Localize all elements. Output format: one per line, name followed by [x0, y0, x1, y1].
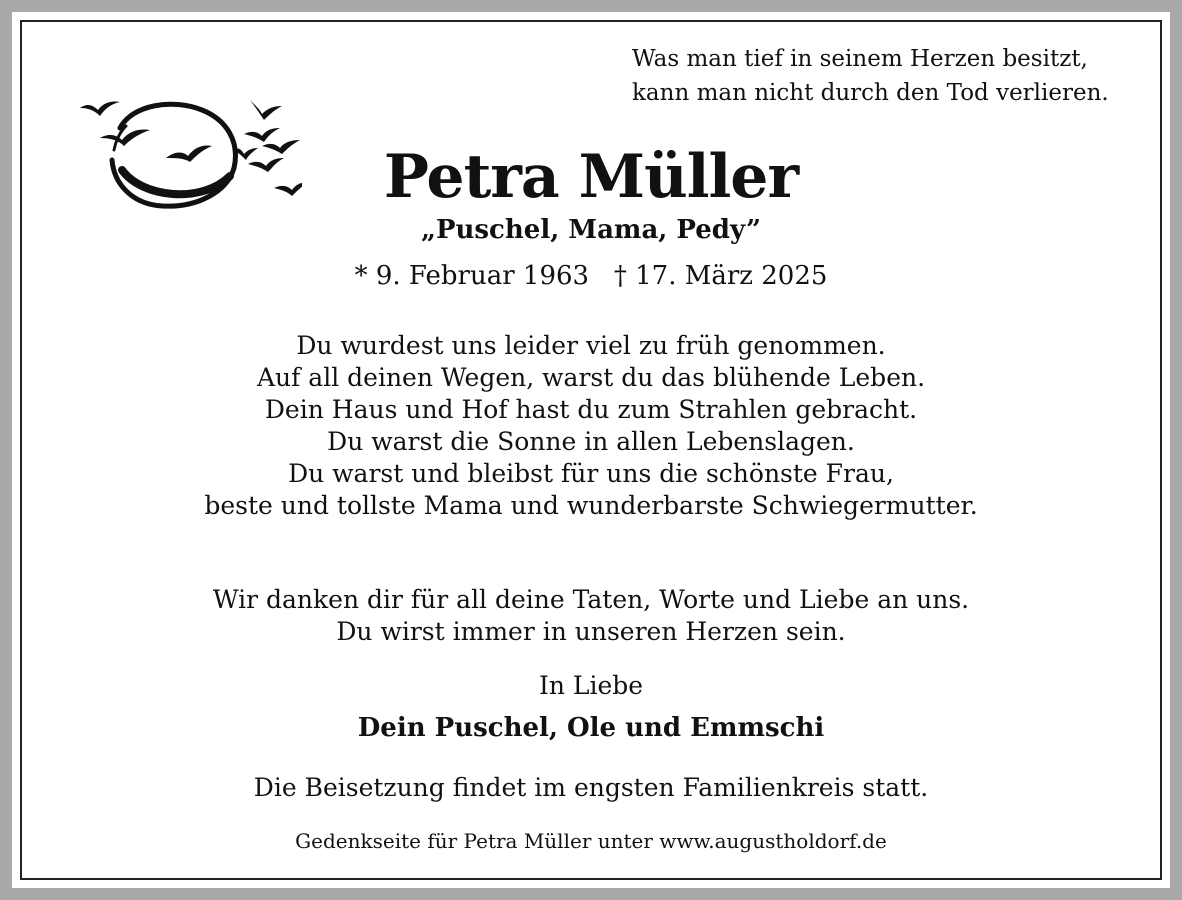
family-signature: Dein Puschel, Ole und Emmschi [357, 713, 825, 743]
poem-block [12, 330, 1170, 522]
poem-line: Du warst die Sonne in allen Lebenslagen. [327, 427, 855, 456]
quote-line: kann man nicht durch den Tod verlieren. [632, 80, 1109, 106]
thanks-line: Wir danken dir für all deine Taten, Worte und Liebe an uns. [212, 585, 970, 614]
deceased-name: Petra Müller [383, 142, 799, 212]
poem-line: Dein Haus und Hof hast du zum Strahlen gebracht. [264, 395, 918, 424]
memorial-page-note: Gedenkseite für Petra Müller unter www.augustholdorf.de [295, 829, 887, 853]
quote-block [632, 42, 1132, 110]
poem-line: Auf all deinen Wegen, warst du das blühende Leben. [256, 363, 926, 392]
obituary-page [12, 12, 1170, 888]
in-love-text: In Liebe [538, 671, 644, 700]
poem-line: beste und tollste Mama und wunderbarste Schwiegermutter. [204, 491, 978, 520]
quote-line: Was man tief in seinem Herzen besitzt, [632, 46, 1088, 72]
burial-note: Die Beisetzung findet im engsten Familienkreis statt. [253, 773, 929, 802]
thanks-line: Du wirst immer in unseren Herzen sein. [336, 617, 846, 646]
life-dates: * 9. Februar 1963 † 17. März 2025 [354, 261, 828, 291]
poem-line: Du wurdest uns leider viel zu früh genommen. [296, 331, 886, 360]
deceased-nickname: „Puschel, Mama, Pedy” [421, 215, 761, 245]
thanks-block [12, 584, 1170, 648]
poem-line: Du warst und bleibst für uns die schönste Frau, [288, 459, 894, 488]
